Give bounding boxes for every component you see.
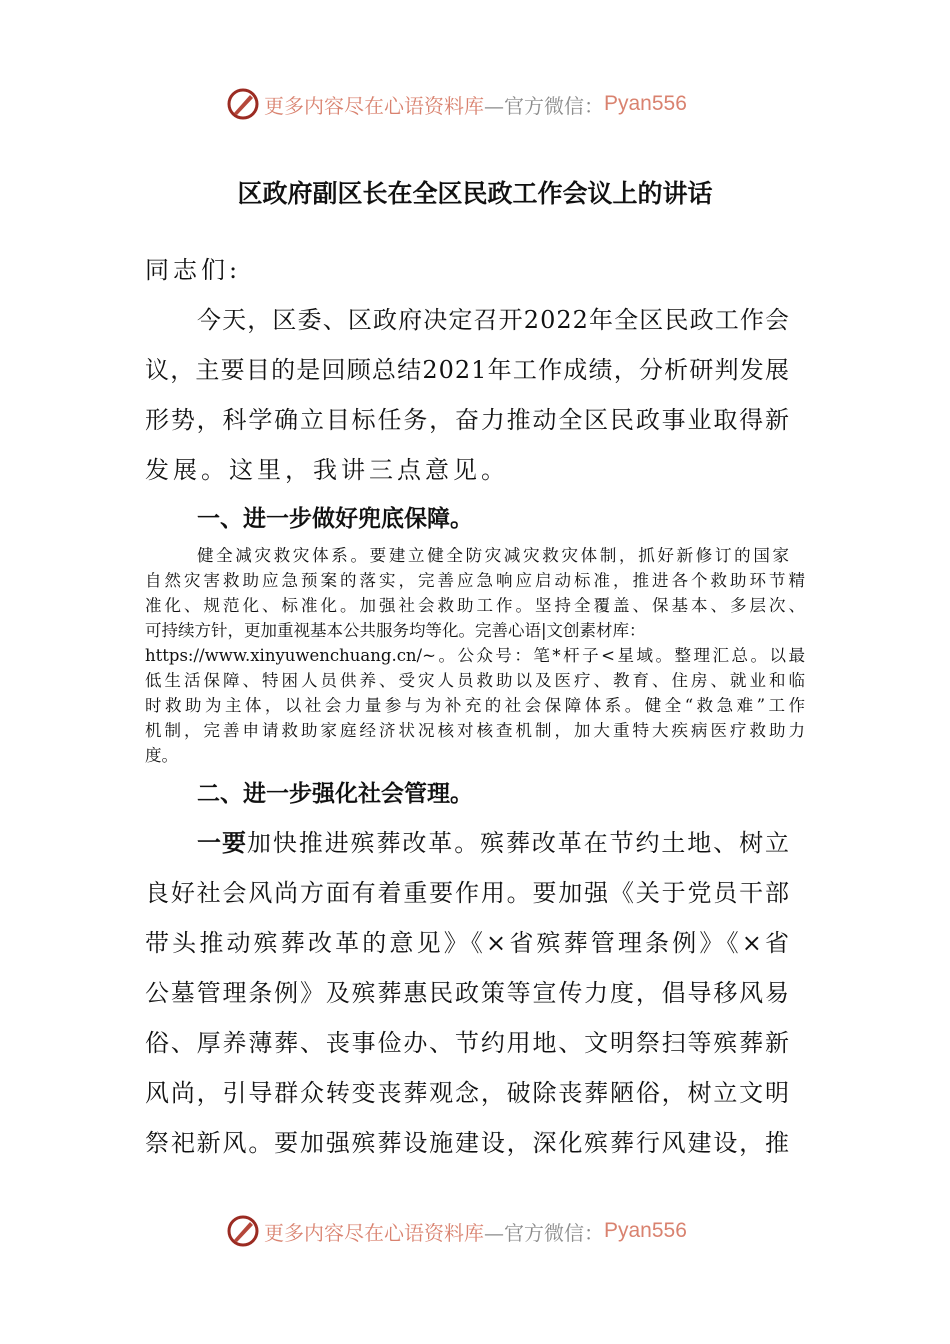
section-heading-2: 二、进一步强化社会管理。 bbox=[197, 781, 473, 807]
body-line: 祭祀新风。要加强殡葬设施建设，深化殡葬行风建设，推 bbox=[145, 1129, 790, 1157]
body-line: 形势，科学确立目标任务，奋力推动全区民政事业取得新 bbox=[145, 406, 790, 434]
small-line: https://www.xinyuwenchuang.cn/~。公众号：笔*杆子<星域。整理汇总。以最 bbox=[145, 646, 805, 665]
watermark-footer bbox=[226, 1211, 687, 1251]
body-line: 带头推动殡葬改革的意见》《×省殡葬管理条例》《×省 bbox=[145, 929, 790, 957]
body-line-text: 加快推进殡葬改革。殡葬改革在节约土地、树立 bbox=[247, 829, 790, 857]
watermark-wechat-label: —官方微信： bbox=[484, 1220, 604, 1245]
small-line: 低生活保障、特困人员供养、受灾人员救助以及医疗、教育、住房、就业和临 bbox=[145, 671, 805, 690]
watermark-wechat-id: Pyan556 bbox=[604, 92, 687, 115]
small-line: 健全减灾救灾体系。要建立健全防灾减灾救灾体制，抓好新修订的国家 bbox=[197, 546, 789, 565]
small-line: 自然灾害救助应急预案的落实，完善应急响应启动标准，推进各个救助环节精 bbox=[145, 571, 805, 590]
section-heading-1: 一、进一步做好兜底保障。 bbox=[197, 506, 473, 532]
salutation: 同志们: bbox=[145, 256, 242, 284]
body-line: 俗、厚养薄葬、丧事俭办、节约用地、文明祭扫等殡葬新 bbox=[145, 1029, 790, 1057]
small-line: 机制，完善申请救助家庭经济状况核对核查机制，加大重特大疾病医疗救助力 bbox=[145, 721, 805, 740]
watermark-text: 更多内容尽在心语资料库 bbox=[264, 1220, 484, 1245]
watermark-wechat-id: Pyan556 bbox=[604, 1219, 687, 1242]
pen-logo-icon bbox=[226, 87, 260, 121]
small-line: 时救助为主体，以社会力量参与为补充的社会保障体系。健全“救急难”工作 bbox=[145, 696, 805, 715]
small-line: 度。 bbox=[145, 746, 178, 765]
watermark-header bbox=[226, 84, 687, 124]
watermark-wechat-label: —官方微信： bbox=[484, 93, 604, 118]
small-line: 准化、规范化、标准化。加强社会救助工作。坚持全覆盖、保基本、多层次、 bbox=[145, 596, 805, 615]
body-line: 良好社会风尚方面有着重要作用。要加强《关于党员干部 bbox=[145, 879, 790, 907]
body-line: 风尚，引导群众转变丧葬观念，破除丧葬陋俗，树立文明 bbox=[145, 1079, 790, 1107]
body-line: 今天，区委、区政府决定召开2022年全区民政工作会 bbox=[197, 306, 790, 334]
lead-bold: 一要 bbox=[197, 829, 247, 857]
body-line: 发展。这里，我讲三点意见。 bbox=[145, 456, 509, 484]
body-line: 议，主要目的是回顾总结2021年工作成绩，分析研判发展 bbox=[145, 356, 790, 384]
watermark-text: 更多内容尽在心语资料库 bbox=[264, 93, 484, 118]
small-line: 可持续方针，更加重视基本公共服务均等化。完善心语|文创素材库： bbox=[145, 621, 646, 640]
body-line: 公墓管理条例》及殡葬惠民政策等宣传力度，倡导移风易 bbox=[145, 979, 790, 1007]
body-line bbox=[197, 818, 790, 868]
pen-logo-icon bbox=[226, 1214, 260, 1248]
document-title: 区政府副区长在全区民政工作会议上的讲话 bbox=[237, 179, 713, 208]
